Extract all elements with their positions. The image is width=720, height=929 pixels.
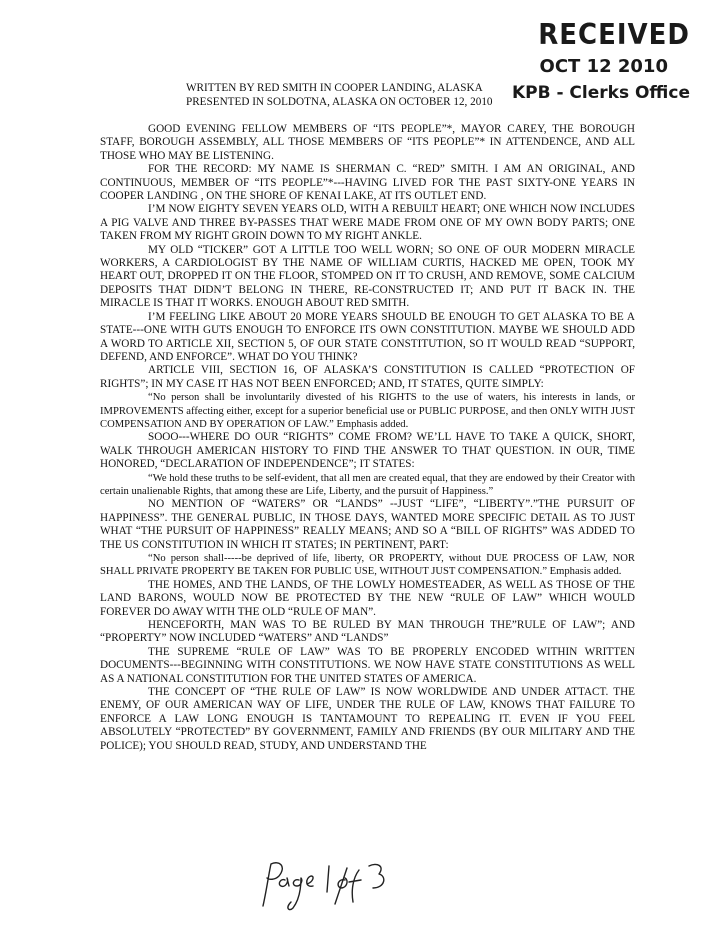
- paragraph: THE SUPREME “RULE OF LAW” WAS TO BE PROPERLY ENCODED WITHIN WRITTEN DOCUMENTS---BEGINNING WITH CONSTITUTIONS. WE NOW HAVE STATE CONSTITUTIONS AS WELL AS A NATIONAL CONSTITUTION FOR THE UNITED STATES OF AMERICA.: [100, 645, 635, 685]
- paragraph: SOOO---WHERE DO OUR “RIGHTS” COME FROM? WE’LL HAVE TO TAKE A QUICK, SHORT, WALK THROUGH AMERICAN HISTORY TO FIND THE ANSWER TO THAT QUESTION. IN OUR, TIME HONORED, “DECLARATION OF INDEPENDENCE”; IT STATES:: [100, 431, 635, 471]
- paragraph: GOOD EVENING FELLOW MEMBERS OF “ITS PEOPLE”*, MAYOR CAREY, THE BOROUGH STAFF, BOROUGH ASSEMBLY, ALL THOSE MEMBERS OF “ITS PEOPLE”* IN ATTENDENCE, AND ALL THOSE WHO MAY BE LISTENING.: [100, 123, 635, 162]
- stamp-date: OCT 12 2010: [539, 56, 668, 77]
- paragraph: THE HOMES, AND THE LANDS, OF THE LOWLY HOMESTEADER, AS WELL AS THOSE OF THE LAND BARONS, WOULD NOW BE PROTECTED BY THE NEW “RULE OF LAW” WHICH WOULD FOREVER DO AWAY WITH THE OLD “RULE OF MAN”.: [100, 578, 635, 618]
- handwriting-page-1-of-3: [255, 858, 405, 918]
- stamp-office: KPB - Clerks Office: [511, 83, 690, 103]
- quotation: “We hold these truths to be self-evident, that all men are created equal, that they are endowed by their Creator with certain unalienable Rights, that among these are Life, Liberty, and the pursuit of Happiness.”: [100, 472, 635, 497]
- paragraph: FOR THE RECORD: MY NAME IS SHERMAN C. “RED” SMITH. I AM AN ORIGINAL, AND CONTINUOUS, MEMBER OF “ITS PEOPLE”*---HAVING LIVED FOR THE PAST SIXTY-ONE YEARS IN COOPER LANDING , ON THE SHORE OF KENAI LAKE, AT ITS OUTLET END.: [100, 163, 635, 203]
- paragraph: MY OLD “TICKER” GOT A LITTLE TOO WELL WORN; SO ONE OF OUR MODERN MIRACLE WORKERS, A CARDIOLOGIST BY THE NAME OF WILLIAM CURTIS, HACKED ME OPEN, TOOK MY HEART OUT, DROPPED IT ON THE FLOOR, STOMPED ON IT TO CRUSH, AND REMOVE, SOME CALCIUM DEPOSITS THAT DIDN’T BELONG IN THERE, RE-CONSTRUCTED IT; AND PUT IT BACK IN. THE MIRACLE IS THAT IT WORKS. ENOUGH ABOUT RED SMITH.: [100, 243, 635, 310]
- stamp-received-label: RECEIVED: [538, 18, 690, 52]
- heading-presented-line: PRESENTED IN SOLDOTNA, ALASKA ON OCTOBER 12, 2010: [186, 95, 493, 108]
- paragraph: THE CONCEPT OF “THE RULE OF LAW” IS NOW WORLDWIDE AND UNDER ATTACT. THE ENEMY, OF OUR AMERICAN WAY OF LIFE, UNDER THE RULE OF LAW, KNOWS THAT FAILURE TO ENFORCE A LAW LONG ENOUGH IS TANTAMOUNT TO REPEALING IT. EVEN IF YOU FEEL ABSOLUTELY “PROTECTED” BY GOVERNMENT, FAMILY AND FRIENDS (BY OUR MILITARY AND THE POLICE); YOU SHOULD READ, STUDY, AND UNDERSTAND THE: [100, 686, 635, 752]
- received-stamp: [512, 20, 690, 103]
- paragraph: NO MENTION OF “WATERS” OR “LANDS” --JUST “LIFE”, “LIBERTY”.”THE PURSUIT OF HAPPINESS”. THE GENERAL PUBLIC, IN THOSE DAYS, WANTED MORE SPECIFIC DETAIL AS TO JUST WHAT “THE PURSUIT OF HAPPINESS” REALLY MEANS; AND SO A “BILL OF RIGHTS” WAS ADDED TO THE US CONSTITUTION IN WHICH IT STATES; IN PERTINENT, PART:: [100, 498, 635, 551]
- paragraph: HENCEFORTH, MAN WAS TO BE RULED BY MAN THROUGH THE”RULE OF LAW”; AND “PROPERTY” NOW INCLUDED “WATERS” AND “LANDS”: [100, 619, 635, 645]
- quotation: “No person shall be involuntarily divested of his RIGHTS to the use of waters, his interests in lands, or IMPROVEMENTS affecting either, except for a superior beneficial use or PUBLIC PURPOSE, and then ONLY WITH JUST COMPENSATION AND BY OPERATION OF LAW.” Emphasis added.: [100, 392, 635, 430]
- quotation: “No person shall-----be deprived of life, liberty, OR PROPERTY, without DUE PROCESS OF LAW, NOR SHALL PRIVATE PROPERTY BE TAKEN FOR PUBLIC USE, WITHOUT JUST COMPENSATION.” Emphasis added.: [100, 553, 635, 578]
- document-body: [100, 123, 635, 753]
- paragraph: ARTICLE VIII, SECTION 16, OF ALASKA’S CONSTITUTION IS CALLED “PROTECTION OF RIGHTS”; IN MY CASE IT HAS NOT BEEN ENFORCED; AND, IT STATES, QUITE SIMPLY:: [100, 364, 635, 390]
- paragraph: I’M NOW EIGHTY SEVEN YEARS OLD, WITH A REBUILT HEART; ONE WHICH NOW INCLUDES A PIG VALVE AND THREE BY-PASSES THAT WERE MADE FROM ONE OF MY OWN BODY PARTS; ONE TAKEN FROM MY RIGHT GROIN DOWN TO MY RIGHT ANKLE.: [100, 203, 635, 243]
- paragraph: I’M FEELING LIKE ABOUT 20 MORE YEARS SHOULD BE ENOUGH TO GET ALASKA TO BE A STATE---ONE WITH GUTS ENOUGH TO ENFORCE ITS OWN CONSTITUTION. MAYBE WE SHOULD ADD A WORD TO ARTICLE XII, SECTION 5, OF OUR STATE CONSTITUTION, SO IT WOULD READ “SUPPORT, DEFEND, AND ENFORCE”. WHAT DO YOU THINK?: [100, 310, 635, 363]
- heading-author-line: WRITTEN BY RED SMITH IN COOPER LANDING, ALASKA: [186, 82, 483, 94]
- handwritten-page-note: [255, 858, 405, 923]
- document-heading: [186, 82, 493, 109]
